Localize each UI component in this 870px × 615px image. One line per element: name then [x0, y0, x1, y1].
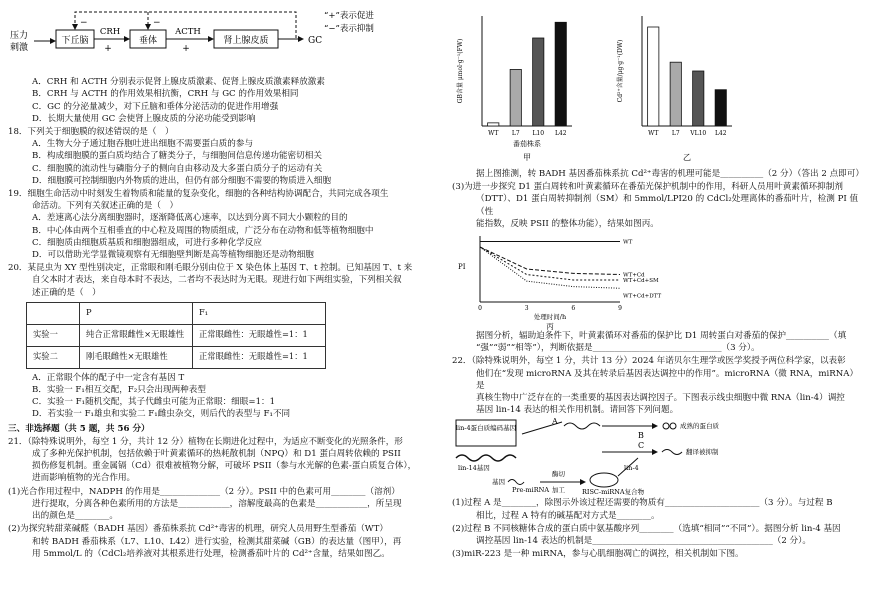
bar-charts-row — [452, 0, 862, 168]
chart-caption: 乙 — [683, 153, 691, 162]
tick-label: L7 — [511, 130, 520, 137]
series-line — [480, 247, 620, 280]
bar — [715, 90, 726, 126]
table-cell: 正常眼雌性：无眼雄性=1：1 — [193, 346, 326, 368]
question-line: (2)过程 B 不同核糖体合成的蛋白质中氨基酸序列________（选填“相同”“不同”）。据图分析 lin-4 基因 — [452, 523, 841, 534]
question-line: B．CRH 与 ACTH 的作用效果相抗衡，CRH 与 GC 的作用效果相同 — [32, 89, 299, 100]
plus-2: + — [182, 44, 190, 54]
chart-caption: 丙 — [546, 322, 554, 332]
x-axis-label: 番茄株系 — [513, 140, 541, 148]
table-row — [27, 346, 326, 368]
table-header-cell: F₁ — [193, 302, 326, 324]
cleave-label: 酶切 — [552, 470, 565, 479]
question-line: 真核生物中广泛存在的一类重要的基因表达调控因子。下图表示线虫细胞中微 RNA（lin-4）调控 — [476, 393, 845, 404]
x-tick-label: 9 — [618, 305, 622, 313]
right-text-block-3 — [452, 497, 862, 560]
tick-label: VL10 — [690, 130, 707, 137]
question-line: 他们在“发现 microRNA 及其在转录后基因表达调控中的作用”。microRNA（微 RNA，miRNA）是 — [476, 368, 859, 391]
experiment-table — [26, 302, 326, 369]
series-label: WT — [623, 239, 633, 246]
translation-inhibited-label: 翻译被抑制 — [686, 448, 719, 457]
table-cell: 正常眼雌性：无眼雄性=1：1 — [193, 324, 326, 346]
series-line — [480, 247, 620, 275]
gc-label: GC — [308, 36, 323, 46]
question-line: 19．细胞生命活动中时刻发生着物质和能量的复杂变化，细胞的各种结构协调配合，共同完成各项生 — [8, 189, 389, 200]
right-text-block-2 — [452, 330, 862, 416]
legend-minus: “−”表示抑制 — [324, 24, 374, 34]
question-line: 相比，过程 A 特有的碱基配对方式是________。 — [476, 510, 660, 521]
question-line: 三、非选择题（共 5 题，共 56 分） — [8, 423, 150, 434]
chart-jia — [452, 0, 592, 168]
series-label: WT+Cd+SM — [623, 278, 659, 285]
tick-label: WT — [488, 130, 499, 137]
series-label: WT+Cd — [623, 272, 645, 279]
question-line: A．CRH 和 ACTH 分别表示促肾上腺皮质激素、促肾上腺皮质激素释放激素 — [32, 77, 325, 88]
series-line — [480, 247, 620, 288]
y-axis-label: Cd²⁺含量/μg·g⁻¹(DW) — [617, 39, 624, 103]
adrenal-cortex-label: 肾上腺皮质 — [223, 36, 269, 46]
question-line: A．差速离心法分离细胞器时，逐渐降低离心速率，以达到分离不同大小颗粒的目的 — [32, 213, 348, 224]
left-text-block-2 — [8, 372, 433, 560]
question-line: B．构成细胞膜的蛋白质均结合了糖类分子，与细胞间信息传递功能密切相关 — [32, 151, 322, 162]
chart-caption: 甲 — [523, 153, 531, 162]
legend-plus: “+”表示促进 — [324, 11, 374, 21]
tick-label: L7 — [671, 130, 680, 137]
question-line: 进而影响植物的光合作用。 — [32, 473, 136, 484]
gene-label: 基因 — [492, 478, 505, 487]
stimulus-line1: 压力 — [10, 31, 29, 41]
question-line: 和转 BADH 番茄株系（L7、L10、L42）进行实验，检测其甜菜碱（GB）的表达量（图甲），再 — [32, 536, 402, 547]
question-line: 成了多种光保护机制，包括依赖于叶黄素循环的热耗散机制（NPQ）和 D1 蛋白周转依赖的 PSII — [32, 449, 401, 460]
stimulus-line2: 刺激 — [10, 43, 29, 53]
question-line: D．细胞膜可控制细胞内外物质的进出，但仍有部分细胞不需要的物质进入细胞 — [32, 175, 332, 186]
question-line: 能指数，反映 PSII 的整体功能），结果如图丙。 — [476, 218, 659, 229]
table-header-row — [27, 302, 326, 324]
risc-label: RISC-miRNA复合物 — [582, 488, 645, 497]
question-line: C．GC 的分泌量减少，对下丘脑和垂体分泌活动的促进作用增强 — [32, 101, 279, 112]
question-line: C．细胞质由细胞质基质和细胞器组成，可进行多种化学反应 — [32, 237, 263, 248]
question-line: 22．（除特殊说明外，每空 1 分，共计 13 分）2024 年诺贝尔生理学或医学奖授予两位科学家，以表彰 — [452, 356, 846, 367]
tick-label: WT — [648, 130, 659, 137]
tick-label: L10 — [532, 130, 545, 137]
x-tick-label: 0 — [478, 305, 482, 313]
question-line: (1)光合作用过程中，NADPH 的作用是______________（2 分）。PSII 中的色素可用________（溶剂） — [8, 486, 400, 497]
minus-1: − — [80, 18, 88, 28]
bar — [670, 62, 681, 126]
table-cell: 实验二 — [27, 346, 80, 368]
question-line: 述正确的是（ ） — [32, 287, 101, 298]
lin4-label: lin-4 — [624, 464, 639, 473]
table-row — [27, 324, 326, 346]
bar — [693, 71, 704, 126]
right-column — [452, 0, 862, 560]
hpa-axis-diagram — [8, 0, 433, 74]
hypothalamus-label: 下丘脑 — [61, 36, 89, 46]
x-tick-label: 6 — [571, 305, 576, 313]
process-label: 加工 — [552, 486, 565, 495]
question-line: 18．下列关于细胞膜的叙述错误的是（ ） — [8, 127, 174, 138]
question-line: 20．某昆虫为 XY 型性别决定，正常眼和刚毛眼分别由位于 X 染色体上基因 T、t 控制。已知基因 T、t 来 — [8, 263, 413, 274]
question-line: “强”“弱”“相等”），判断依据是______________________________（3 分）。 — [476, 343, 760, 354]
question-line: 基因 lin-14 表达的相关作用机制。请回答下列问题。 — [476, 405, 679, 416]
left-column — [8, 0, 433, 560]
question-line: (1)过程 A 是________，除图示外该过程还需要的物质有______________________（3 分）。与过程 B — [452, 498, 833, 509]
question-line: D．若实验一 F₁雄虫和实验二 F₁雌虫杂交，则后代的表型与 F₁不同 — [32, 409, 291, 420]
question-line: D．可以借助光学显微镜观察有无细胞壁判断是高等植物细胞还是动物细胞 — [32, 250, 314, 261]
x-tick-label: 3 — [524, 305, 529, 313]
crh-label: CRH — [99, 27, 121, 37]
question-line: (2)为探究转甜菜碱醛（BADH 基因）番茄株系抗 Cd²⁺毒害的机理，研究人员用野生型番茄（WT） — [8, 524, 388, 535]
pre-mirna-label: Pre-miRNA — [512, 486, 550, 495]
chart-bing — [452, 230, 662, 332]
question-line: 21．（除特殊说明外，每空 1 分，共计 12 分）植物在长期进化过程中，为适应不断变化的光照条件，形 — [8, 436, 403, 447]
lin14-gene-label: lin-14基因 — [458, 464, 490, 473]
question-line: 据上图推测，转 BADH 基因番茄株系抗 Cd²⁺毒害的机理可能是__________（2 分）（答出 2 点即可） — [476, 169, 864, 179]
question-line: 损伤修复机制。重金属镉（Cd）很难被植物分解，可破坏 PSII（参与水光解的色素-蛋白质复合体）， — [32, 461, 417, 472]
question-line: C．细胞膜的流动性与磷脂分子的侧向自由移动及大多蛋白质分子的运动有关 — [32, 163, 323, 174]
bar — [488, 123, 499, 126]
question-line: （DTT）、D1 蛋白周转抑制剂（SM）和 5mmol/LPI20 的 CdCl₂处理离体的番茄叶片，检测 PI 值（性 — [476, 194, 859, 217]
chart-yi — [612, 0, 752, 168]
question-line: 调控基因 lin-14 表达的机制是__________________________________________（2 分）。 — [476, 536, 812, 547]
question-line: (3)为进一步探究 D1 蛋白周转和叶黄素循环在番茄光保护机制中的作用，科研人员用叶黄素循环抑制剂 — [452, 182, 843, 193]
y-axis-label: PI — [458, 263, 466, 272]
left-text-block-1 — [8, 76, 433, 299]
question-line: (3)miR-223 是一种 miRNA，参与心肌细胞凋亡的调控，相关机制如下图。 — [452, 549, 744, 560]
tick-label: L42 — [554, 130, 567, 137]
table-cell: 刚毛眼雌性×无眼雄性 — [80, 346, 193, 368]
mature-protein-label: 成熟的蛋白质 — [680, 422, 719, 431]
question-line: 用 5mmol/L 的（CdCl₂培养液对其根系进行处理，检测番茄叶片的 Cd²⁺含量，结果如图乙。 — [32, 548, 390, 559]
question-line: 出的颜色是________。 — [32, 511, 118, 522]
process-c-label: C — [638, 441, 645, 451]
question-line: B．实验一 F₁相互交配，F₂只会出现两种表型 — [32, 385, 206, 396]
question-line: 命活动。下列有关叙述正确的是（ ） — [32, 201, 179, 212]
tick-label: L42 — [714, 130, 727, 137]
question-line: D．长期大量使用 GC 会使肾上腺皮质的分泌功能受到影响 — [32, 113, 256, 124]
bar — [555, 22, 566, 126]
minus-2: − — [153, 18, 161, 28]
process-a-label: A — [552, 417, 558, 427]
lin4-mechanism-diagram — [452, 416, 862, 496]
process-b-label: B — [638, 431, 644, 441]
table-header-cell — [27, 302, 80, 324]
plus-1: + — [104, 44, 112, 54]
bar — [510, 69, 521, 126]
lin4-gene-label: lin-4蛋白质编码基因 — [455, 424, 517, 433]
series-label: WT+Cd+DTT — [623, 293, 662, 300]
table-cell: 纯合正常眼雌性×无眼雄性 — [80, 324, 193, 346]
question-line: 自父本时才表达，来自母本时不表达，二者均不表达时为无眼。现进行如下两组实验，下列相关叙 — [32, 275, 402, 286]
right-text-block-1 — [452, 168, 862, 230]
acth-label: ACTH — [175, 27, 201, 37]
question-line: A．生物大分子通过胞吞胞吐进出细胞不需要蛋白质的参与 — [32, 139, 254, 150]
x-axis-label: 处理时间/h — [533, 313, 567, 322]
table-cell: 实验一 — [27, 324, 80, 346]
bar — [648, 27, 659, 126]
question-line: A．正常眼个体的配子中一定含有基因 T — [32, 372, 185, 383]
bar — [533, 38, 544, 126]
table-header-cell: P — [80, 302, 193, 324]
y-axis-label: GB含量 μmol·g⁻¹(FW) — [457, 38, 464, 104]
question-line: C．实验一 F₁随机交配，其子代雌虫可能为正常眼：细眼=1：1 — [32, 397, 276, 408]
pituitary-label: 垂体 — [138, 36, 158, 46]
question-line: B．中心体由两个互相垂直的中心粒及周围的物质组成，广泛分布在动物和低等植物细胞中 — [32, 225, 374, 236]
question-line: 进行提取，分离各种色素所用的方法是____________，溶解度最高的色素是____________，所呈现 — [32, 498, 402, 509]
question-line: 据图分析，辐助迫条件下，叶黄素循环对番茄的保护比 D1 周转蛋白对番茄的保护__________（填 — [476, 331, 847, 342]
